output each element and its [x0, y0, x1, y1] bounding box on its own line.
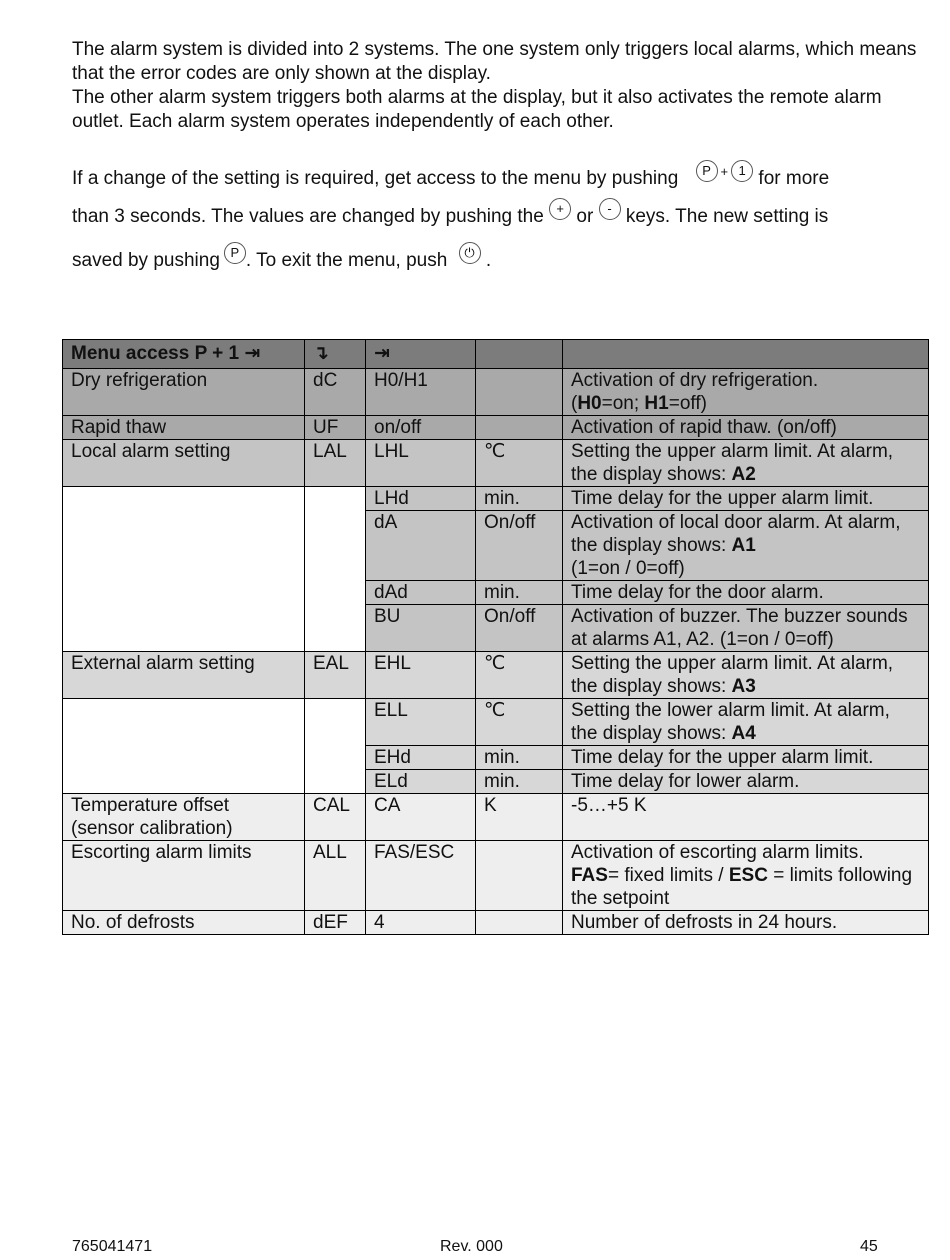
row-description: Time delay for the upper alarm limit.: [563, 487, 929, 511]
header-down-arrow-icon: ↴: [305, 340, 366, 369]
intro-paragraph-2: The other alarm system triggers both alarms at the display, but it also activates the remote alarm outlet. Each alarm system operates independently of each other.: [72, 87, 882, 132]
desc-text: (1=on / 0=off): [571, 558, 685, 579]
desc-bold: A4: [731, 723, 756, 744]
row-unit: ℃: [476, 699, 563, 746]
row-param: ELL: [366, 699, 476, 746]
row-unit: [476, 369, 563, 416]
instruction-text: . To exit the menu, push: [245, 250, 448, 272]
row-unit: [476, 841, 563, 911]
row-param: 4: [366, 911, 476, 935]
instruction-text: If a change of the setting is required, get access to the menu by pushing: [72, 168, 679, 190]
row-name: Escorting alarm limits: [63, 841, 305, 911]
header-menu-access: Menu access P + 1 ⇥: [63, 340, 305, 369]
row-code: dEF: [305, 911, 366, 935]
row-param: LHL: [366, 440, 476, 487]
row-description: Number of defrosts in 24 hours.: [563, 911, 929, 935]
desc-text: Activation of escorting alarm limits.: [571, 842, 864, 863]
row-description: [563, 841, 929, 911]
row-description: [563, 440, 929, 487]
desc-bold: FAS: [571, 865, 608, 886]
power-key-icon: ⏻: [459, 242, 481, 264]
row-unit: min.: [476, 581, 563, 605]
row-name: [63, 699, 305, 794]
row-unit: [476, 911, 563, 935]
header-empty: [563, 340, 929, 369]
desc-bold: H0: [577, 393, 602, 414]
row-param: EHd: [366, 746, 476, 770]
row-param: dAd: [366, 581, 476, 605]
intro-paragraph-1: The alarm system is divided into 2 systems. The one system only triggers local alarms, which means that the error codes are only shown at the display.: [72, 39, 917, 84]
row-param: EHL: [366, 652, 476, 699]
row-unit: min.: [476, 770, 563, 794]
one-key-icon: 1: [731, 160, 753, 182]
row-name: Rapid thaw: [63, 416, 305, 440]
row-param: dA: [366, 511, 476, 581]
row-name: Temperature offset (sensor calibration): [63, 794, 305, 841]
row-unit: [476, 416, 563, 440]
document-number: 765041471: [72, 1238, 153, 1255]
row-name: No. of defrosts: [63, 911, 305, 935]
row-param: LHd: [366, 487, 476, 511]
row-description: [563, 369, 929, 416]
desc-text: Activation of dry refrigeration.: [571, 370, 819, 391]
table-row: [63, 699, 929, 746]
desc-text: = fixed limits /: [607, 865, 729, 886]
row-unit: K: [476, 794, 563, 841]
instruction-text: keys. The new setting is: [625, 206, 829, 228]
minus-key-icon: -: [599, 198, 621, 220]
row-unit: ℃: [476, 652, 563, 699]
menu-table: [62, 339, 929, 935]
instruction-line-2: [72, 201, 829, 228]
desc-bold: A2: [731, 464, 756, 485]
row-unit: On/off: [476, 605, 563, 652]
plus-key-icon: +: [549, 198, 571, 220]
row-unit: ℃: [476, 440, 563, 487]
row-name: External alarm setting: [63, 652, 305, 699]
row-code: [305, 487, 366, 652]
table-row: [63, 487, 929, 511]
p-key-icon: P: [696, 160, 718, 182]
instruction-text: .: [485, 250, 492, 272]
desc-text: = limits following the setpoint: [571, 865, 913, 909]
desc-text: Setting the upper alarm limit. At alarm, the display shows:: [571, 441, 894, 485]
row-description: Activation of buzzer. The buzzer sounds at alarms A1, A2. (1=on / 0=off): [563, 605, 929, 652]
desc-bold: ESC: [728, 865, 768, 886]
instruction-text: for more: [758, 168, 830, 190]
row-param: on/off: [366, 416, 476, 440]
page-number: 45: [860, 1238, 878, 1255]
desc-text: =off): [668, 393, 707, 414]
desc-text: Setting the lower alarm limit. At alarm, the display shows:: [571, 700, 890, 744]
desc-text: (: [571, 393, 578, 414]
row-description: Time delay for lower alarm.: [563, 770, 929, 794]
desc-text: Activation of local door alarm. At alarm, the display shows:: [571, 512, 901, 556]
desc-text: =on;: [601, 393, 645, 414]
desc-bold: H1: [644, 393, 669, 414]
table-row: [63, 652, 929, 699]
instruction-text: saved by pushing: [72, 250, 220, 272]
instruction-line-3: [72, 245, 492, 272]
row-code: dC: [305, 369, 366, 416]
row-description: -5…+5 K: [563, 794, 929, 841]
row-code: CAL: [305, 794, 366, 841]
instruction-text: or: [576, 206, 594, 228]
row-code: [305, 699, 366, 794]
plus-separator: +: [720, 164, 729, 180]
row-description: [563, 699, 929, 746]
header-right-arrow-icon: ⇥: [366, 340, 476, 369]
table-row: [63, 794, 929, 841]
row-unit: min.: [476, 746, 563, 770]
row-name: [63, 487, 305, 652]
row-description: [563, 652, 929, 699]
instruction-line-1: [72, 163, 830, 190]
row-code: UF: [305, 416, 366, 440]
row-description: Activation of rapid thaw. (on/off): [563, 416, 929, 440]
row-unit: min.: [476, 487, 563, 511]
row-code: LAL: [305, 440, 366, 487]
table-row: [63, 911, 929, 935]
row-name: Local alarm setting: [63, 440, 305, 487]
row-param: BU: [366, 605, 476, 652]
table-row: [63, 440, 929, 487]
row-name: Dry refrigeration: [63, 369, 305, 416]
row-description: [563, 511, 929, 581]
desc-bold: A3: [731, 676, 756, 697]
header-empty: [476, 340, 563, 369]
row-param: H0/H1: [366, 369, 476, 416]
row-code: EAL: [305, 652, 366, 699]
row-param: ELd: [366, 770, 476, 794]
table-row: [63, 416, 929, 440]
p-key-icon: P: [224, 242, 246, 264]
row-code: ALL: [305, 841, 366, 911]
intro-text: [72, 38, 932, 134]
row-description: Time delay for the upper alarm limit.: [563, 746, 929, 770]
row-unit: On/off: [476, 511, 563, 581]
instruction-text: than 3 seconds. The values are changed by pushing the: [72, 206, 544, 228]
row-param: FAS/ESC: [366, 841, 476, 911]
desc-bold: A1: [731, 535, 756, 556]
table-header-row: [63, 340, 929, 369]
row-description: Time delay for the door alarm.: [563, 581, 929, 605]
revision: Rev. 000: [440, 1238, 503, 1255]
table-row: [63, 841, 929, 911]
row-param: CA: [366, 794, 476, 841]
desc-text: Setting the upper alarm limit. At alarm, the display shows:: [571, 653, 894, 697]
table-row: [63, 369, 929, 416]
